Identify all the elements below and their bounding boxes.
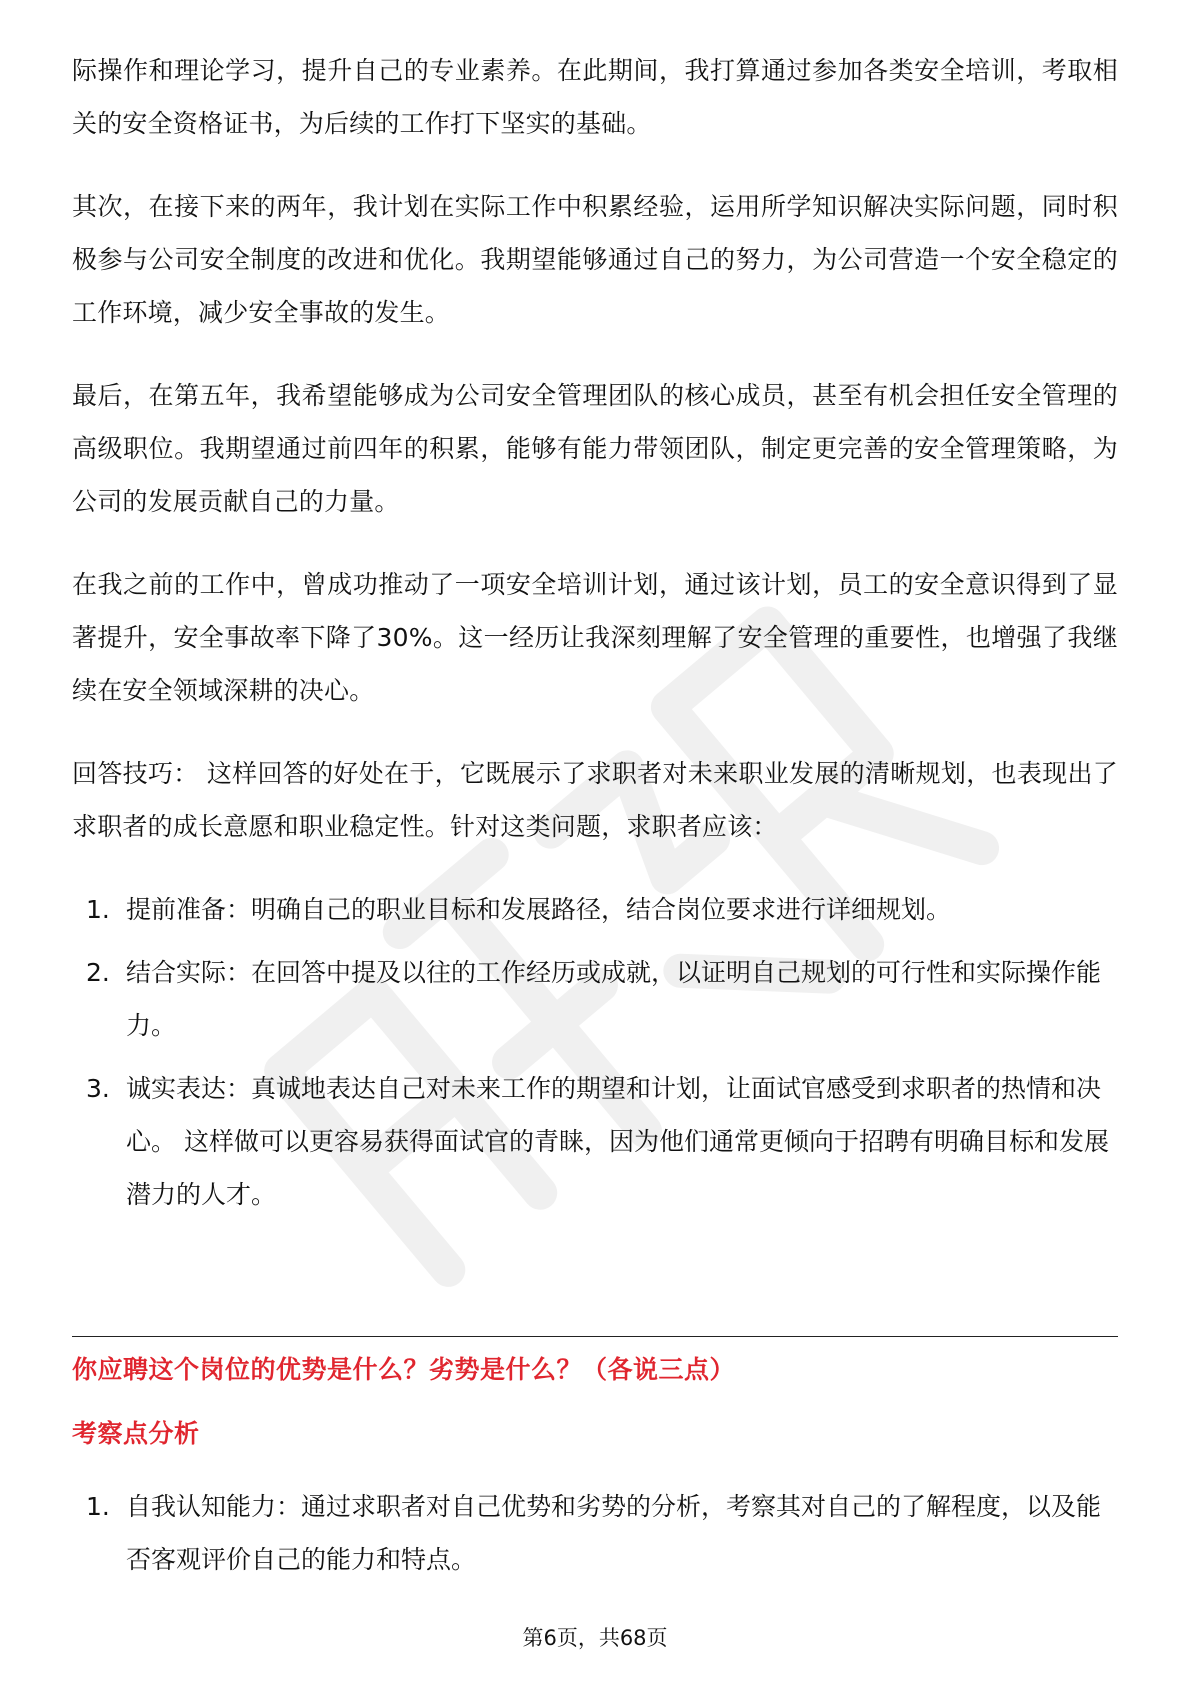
list-item (72, 883, 1118, 936)
analysis-title: 考察点分析 (72, 1419, 200, 1448)
list-item (72, 1480, 1118, 1586)
list-text: 诚实表达：真诚地表达自己对未来工作的期望和计划，让面试官感受到求职者的热情和决心。 这样做可以更容易获得面试官的青睐，因为他们通常更倾向于招聘有明确目标和发展潜力的人才。 (126, 1074, 1109, 1209)
list-number: 2. (86, 958, 110, 987)
paragraph-4: 在我之前的工作中，曾成功推动了一项安全培训计划，通过该计划，员工的安全意识得到了显著提升，安全事故率下降了30%。这一经历让我深刻理解了安全管理的重要性，也增强了我继续在安全领域深耕的决心。 (72, 570, 1118, 705)
list-item (72, 1062, 1118, 1221)
list-item (72, 946, 1118, 1052)
list-number: 1. (86, 1492, 110, 1521)
paragraph-1: 际操作和理论学习，提升自己的专业素养。在此期间，我打算通过参加各类安全培训，考取相关的安全资格证书，为后续的工作打下坚实的基础。 (72, 56, 1118, 138)
tips-list (72, 883, 1118, 1221)
page-footer: 第6页，共68页 (522, 1626, 668, 1650)
answer-tips-intro: 回答技巧： 这样回答的好处在于，它既展示了求职者对未来职业发展的清晰规划，也表现出了求职者的成长意愿和职业稳定性。针对这类问题，求职者应该： (72, 759, 1118, 841)
list-number: 1. (86, 895, 110, 924)
paragraph-3: 最后，在第五年，我希望能够成为公司安全管理团队的核心成员，甚至有机会担任安全管理的高级职位。我期望通过前四年的积累，能够有能力带领团队，制定更完善的安全管理策略，为公司的发展贡献自己的力量。 (72, 381, 1118, 516)
list-text: 提前准备：明确自己的职业目标和发展路径，结合岗位要求进行详细规划。 (126, 895, 952, 924)
main-content (72, 44, 1118, 1231)
paragraph-2: 其次，在接下来的两年，我计划在实际工作中积累经验，运用所学知识解决实际问题，同时积极参与公司安全制度的改进和优化。我期望能够通过自己的努力，为公司营造一个安全稳定的工作环境，减少安全事故的发生。 (72, 192, 1118, 327)
analysis-list (72, 1480, 1118, 1586)
list-text: 结合实际：在回答中提及以往的工作经历或成就，以证明自己规划的可行性和实际操作能力。 (126, 958, 1102, 1040)
section-divider (72, 1336, 1118, 1337)
list-text: 自我认知能力：通过求职者对自己优势和劣势的分析，考察其对自己的了解程度，以及能否客观评价自己的能力和特点。 (126, 1492, 1102, 1574)
analysis-section (72, 1480, 1118, 1596)
question-title: 你应聘这个岗位的优势是什么？劣势是什么？（各说三点） (72, 1355, 736, 1384)
list-number: 3. (86, 1074, 110, 1103)
